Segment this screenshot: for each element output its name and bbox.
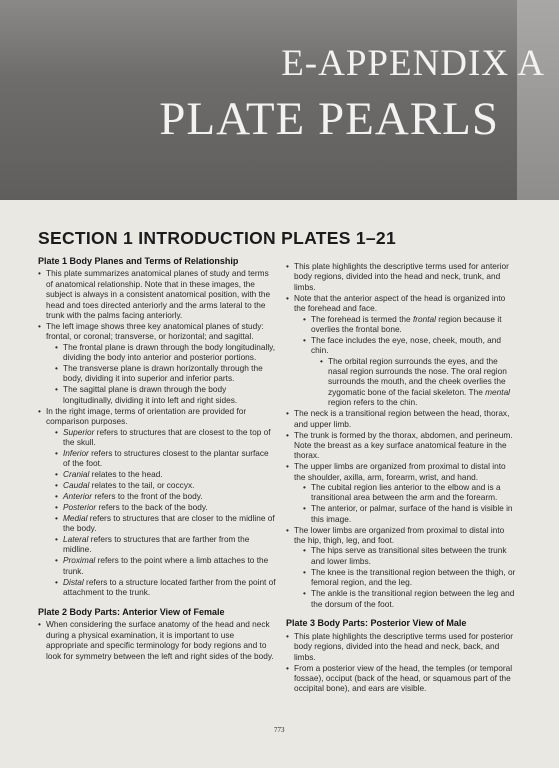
text: refers to structures that are farther from the midline. (63, 534, 250, 555)
term: Posterior (63, 501, 97, 512)
text: relates to the tail, or coccyx. (89, 480, 195, 491)
text: The face includes the eye, nose, cheek, mouth, and chin. (311, 334, 502, 356)
text: The upper limbs are organized from proximal to distal into the shoulder, axilla, arm, forearm, wrist, and hand. (294, 461, 506, 482)
section-title: SECTION 1 INTRODUCTION PLATES 1–21 (38, 228, 396, 248)
chapter-banner (0, 0, 559, 200)
list-item (303, 482, 518, 503)
text: In the right image, terms of orientation are provided for comparison purposes. (46, 405, 247, 427)
term: Distal (63, 576, 84, 587)
list-item (55, 502, 276, 512)
text: region because it overlies the frontal bone. (311, 313, 502, 334)
text: refers to a structure located farther from the point of attachment to the trunk. (63, 576, 276, 598)
term: mental (485, 386, 511, 397)
list-item (38, 406, 276, 598)
text: The cubital region lies anterior to the elbow and is a transitional area between the arm and the forearm. (311, 482, 501, 503)
term: frontal (412, 313, 436, 324)
left-column (38, 256, 276, 662)
list-item (286, 461, 518, 524)
list-item (303, 314, 518, 335)
text: The left image shows three key anatomical planes of study: frontal, or coronal; transverse, or horizontal; and sagittal. (46, 320, 264, 342)
list-item (55, 384, 276, 405)
text: region refers to the chin. (328, 397, 418, 408)
term: Superior (63, 426, 95, 437)
text: refers to the point where a limb attaches to the trunk. (63, 555, 269, 576)
text: The knee is the transitional region between the thigh, or femoral region, and the leg. (311, 566, 516, 588)
text: refers to the front of the body. (92, 490, 203, 501)
plate3-heading: Plate 3 Body Parts: Posterior View of Male (286, 618, 467, 629)
list-item (303, 335, 518, 408)
list-item (55, 363, 276, 384)
plate1-list (38, 268, 276, 597)
plate2-heading: Plate 2 Body Parts: Anterior View of Female (38, 607, 225, 617)
text: The sagittal plane is drawn through the body longitudinally, dividing it into left and right sides. (63, 384, 238, 405)
list-item (38, 268, 276, 320)
list-item (55, 555, 276, 576)
text: refers to structures that are closer to the midline of the body. (63, 512, 275, 534)
list-item (286, 430, 518, 461)
text: The trunk is formed by the thorax, abdomen, and perineum. Note the breast as a key surface anatomical feature in the thorax. (294, 429, 513, 461)
term: Medial (63, 512, 88, 523)
plate1-heading: Plate 1 Body Planes and Terms of Relationship (38, 256, 239, 266)
list-item (55, 480, 276, 490)
list-item (55, 577, 276, 598)
sublist (294, 545, 518, 608)
sublist (311, 356, 518, 408)
text: The ankle is the transitional region between the leg and the dorsum of the foot. (311, 588, 515, 609)
text: relates to the head. (89, 469, 163, 480)
right-column (286, 261, 518, 694)
list-item (55, 342, 276, 363)
list-item (55, 427, 276, 448)
text: The neck is a transitional region between the head, thorax, and upper limb. (294, 408, 510, 429)
list-item (286, 261, 518, 292)
list-item (55, 534, 276, 555)
text: The orbital region surrounds the eyes, and the nasal region surrounds the nose. The oral region surrounds the mouth, and the cheek overlies the zygomatic bone of the facial skeleton. The (328, 355, 507, 397)
spacer (38, 598, 276, 607)
term: Inferior (63, 447, 89, 458)
sublist (46, 342, 276, 405)
sublist (46, 427, 276, 598)
list-item (303, 567, 518, 588)
text: Note that the anterior aspect of the head is organized into the forehead and face. (294, 292, 506, 314)
list-item (286, 525, 518, 609)
text: refers to structures closest to the plantar surface of the foot. (63, 447, 269, 469)
list-item (303, 588, 518, 609)
term: Anterior (63, 490, 93, 501)
list-item (286, 663, 518, 694)
plate2-list-start (38, 619, 276, 661)
text: The anterior, or palmar, surface of the hand is visible in this image. (311, 503, 513, 524)
term: Proximal (63, 555, 96, 566)
text: refers to the back of the body. (96, 501, 208, 512)
chapter-title: PLATE PEARLS (159, 93, 499, 145)
list-item (303, 503, 518, 524)
text: The forehead is termed the (311, 313, 413, 324)
list-item (303, 545, 518, 566)
text: The transverse plane is drawn horizontally through the body, dividing it into superior and inferior parts. (63, 363, 263, 384)
spacer (286, 609, 518, 618)
list-item (286, 631, 518, 662)
list-item (55, 448, 276, 469)
sublist (294, 314, 518, 408)
list-item (320, 356, 518, 408)
text: When considering the surface anatomy of the head and neck during a physical examination, it is important to use appropriate and specific terminology for body regions and to look for symmetry between the left and right sides of the body. (46, 619, 274, 661)
page-number: 773 (274, 726, 285, 734)
list-item (55, 491, 276, 501)
text: This plate highlights the descriptive terms used for posterior body regions, divided into the head and neck, back, and limbs. (294, 630, 514, 662)
text: From a posterior view of the head, the temples (or temporal fossae), occiput (back of the head, or squamous part of the occipital bone), and ears are visible. (294, 662, 513, 694)
appendix-label: E-APPENDIX A (281, 43, 545, 84)
list-item (38, 321, 276, 405)
sublist (294, 482, 518, 524)
text: This plate summarizes anatomical planes of study and terms of anatomical relationship. Note that in these images, the subject is always in a consistent anatomical position, with the head and toes directed anteriorly and the arms lateral to the trunk with the palms facing anteriorly. (46, 268, 271, 321)
list-item (55, 469, 276, 479)
text: refers to structures that are closest to the top of the skull. (63, 426, 271, 447)
text: This plate highlights the descriptive terms used for anterior body regions, divided into the head and neck, trunk, and limbs. (294, 261, 509, 292)
term: Lateral (63, 534, 89, 545)
plate2-list-continued (286, 261, 518, 609)
term: Caudal (63, 480, 90, 491)
list-item (286, 408, 518, 429)
text: The frontal plane is drawn through the body longitudinally, dividing the body into anterior and posterior portions. (63, 341, 276, 363)
term: Cranial (63, 469, 90, 480)
text: The lower limbs are organized from proximal to distal into the hip, thigh, leg, and foot. (294, 524, 505, 546)
list-item (286, 293, 518, 408)
list-item (38, 619, 276, 661)
list-item (55, 513, 276, 534)
text: The hips serve as transitional sites between the trunk and lower limbs. (311, 545, 507, 566)
plate3-list (286, 631, 518, 694)
banner-edge (517, 0, 559, 200)
